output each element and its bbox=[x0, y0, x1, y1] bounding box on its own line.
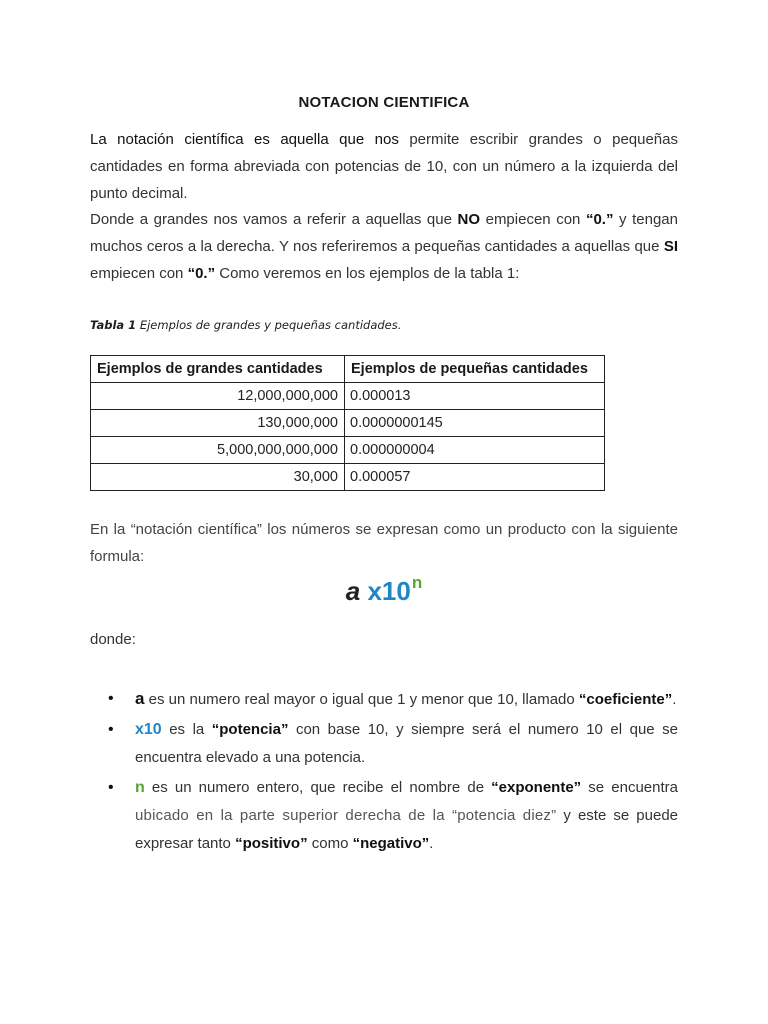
formula-coefficient: a bbox=[345, 576, 361, 606]
bullet-icon: • bbox=[108, 721, 114, 738]
small-quantity-cell: 0.000000004 bbox=[345, 437, 605, 464]
def-text-4: empiecen con bbox=[90, 265, 188, 282]
header-large-quantities: Ejemplos de grandes cantidades bbox=[91, 356, 345, 383]
power-text-2: con base 10, y siempre será el numero 10 el que se encuentra elevado a una potencia. bbox=[135, 721, 678, 766]
exp-text-4: y este se puede expresar tanto bbox=[135, 807, 678, 852]
caption-label: Tabla 1 bbox=[90, 318, 137, 332]
small-quantity-cell: 0.0000000145 bbox=[345, 410, 605, 437]
table-caption bbox=[90, 318, 401, 332]
exp-text-3: ubicado en la parte superior derecha de la “potencia diez” bbox=[135, 807, 557, 824]
def-bold-zero-1: “0.” bbox=[585, 211, 614, 228]
list-item-exponent bbox=[90, 774, 678, 858]
symbol-a: a bbox=[135, 689, 145, 708]
bullet-icon: • bbox=[108, 779, 114, 796]
definition-paragraph bbox=[90, 206, 678, 287]
def-bold-si: SI bbox=[663, 238, 678, 255]
table-row bbox=[91, 410, 605, 437]
power-term: “potencia” bbox=[211, 721, 289, 738]
def-bold-no: NO bbox=[457, 211, 481, 228]
small-quantity-cell: 0.000013 bbox=[345, 383, 605, 410]
symbol-n: n bbox=[135, 779, 145, 796]
large-quantity-cell: 12,000,000,000 bbox=[91, 383, 345, 410]
intro-paragraph bbox=[90, 126, 678, 207]
large-quantity-cell: 30,000 bbox=[91, 464, 345, 491]
small-quantity-cell: 0.000057 bbox=[345, 464, 605, 491]
large-quantity-cell: 5,000,000,000,000 bbox=[91, 437, 345, 464]
coef-term: “coeficiente” bbox=[578, 691, 673, 708]
list-item-coefficient bbox=[90, 685, 678, 714]
definitions-list bbox=[90, 685, 678, 860]
formula-power: x10 bbox=[360, 576, 411, 606]
donde-label: donde: bbox=[90, 631, 136, 648]
symbol-x10: x10 bbox=[135, 721, 162, 738]
scientific-notation-formula bbox=[0, 573, 768, 607]
examples-table bbox=[90, 355, 605, 491]
exp-text-6: . bbox=[429, 835, 434, 852]
list-item-power bbox=[90, 716, 678, 772]
page-title: NOTACION CIENTIFICA bbox=[298, 94, 470, 111]
table-row bbox=[91, 464, 605, 491]
positive-term: “positivo” bbox=[235, 835, 308, 852]
exp-term: “exponente” bbox=[491, 779, 582, 796]
formula-exponent: n bbox=[411, 573, 423, 592]
table-header-row bbox=[91, 356, 605, 383]
caption-text: Ejemplos de grandes y pequeñas cantidades. bbox=[136, 318, 402, 332]
exp-text-2: se encuentra bbox=[581, 779, 678, 796]
large-quantity-cell: 130,000,000 bbox=[91, 410, 345, 437]
def-text-5: Como veremos en los ejemplos de la tabla 1: bbox=[215, 265, 520, 282]
table-row bbox=[91, 437, 605, 464]
bullet-icon: • bbox=[108, 690, 114, 707]
exp-text-1: es un numero entero, que recibe el nombre de bbox=[144, 779, 492, 796]
header-small-quantities: Ejemplos de pequeñas cantidades bbox=[345, 356, 605, 383]
intro-text-lead: La notación científica es aquella que nos bbox=[90, 131, 399, 148]
coef-text-2: . bbox=[672, 691, 677, 708]
def-bold-zero-2: “0.” bbox=[187, 265, 216, 282]
exp-text-5: como bbox=[307, 835, 353, 852]
table-row bbox=[91, 383, 605, 410]
intro-text-rest: permite escribir grandes o pequeñas cantidades en forma abreviada con potencias de 10, con un número a la izquierda del punto decimal. bbox=[90, 131, 678, 202]
coef-text-1: es un numero real mayor o igual que 1 y menor que 10, llamado bbox=[144, 691, 579, 708]
negative-term: “negativo” bbox=[352, 835, 430, 852]
def-text-2: empiecen con bbox=[480, 211, 586, 228]
formula-intro-paragraph: En la “notación científica” los números se expresan como un producto con la siguiente formula: bbox=[90, 521, 678, 565]
def-text-3: y tengan muchos ceros a la derecha. Y nos referiremos a pequeñas cantidades a aquellas que bbox=[90, 211, 678, 255]
power-text-1: es la bbox=[161, 721, 212, 738]
def-text-1: Donde a grandes nos vamos a referir a aquellas que bbox=[90, 211, 458, 228]
